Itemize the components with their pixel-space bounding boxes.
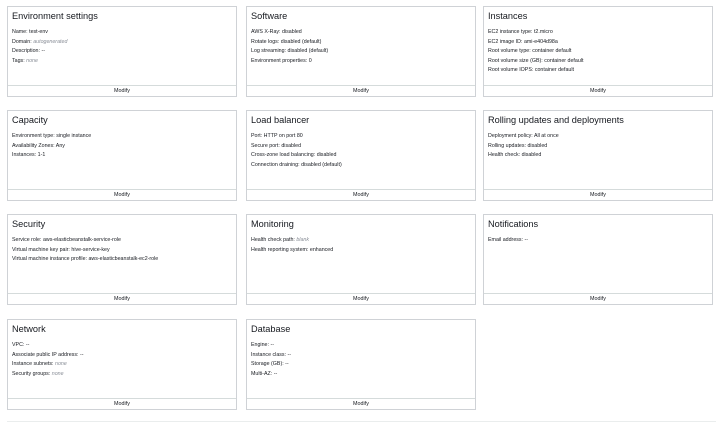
config-row bbox=[12, 351, 233, 361]
config-row bbox=[488, 151, 709, 161]
card-title: Security bbox=[12, 219, 46, 229]
page-divider bbox=[7, 421, 716, 422]
config-value: enhanced bbox=[309, 246, 334, 253]
config-row bbox=[12, 38, 233, 48]
card-notifications bbox=[483, 214, 713, 305]
config-row bbox=[12, 360, 233, 370]
config-row bbox=[488, 132, 709, 142]
config-label: Cross-zone load balancing: bbox=[251, 152, 316, 159]
config-value: container default bbox=[544, 57, 584, 64]
config-row bbox=[251, 142, 472, 152]
config-value: ami-e404d98a bbox=[523, 38, 558, 45]
config-label: Virtual machine key pair: bbox=[12, 246, 70, 253]
modify-button[interactable]: Modify bbox=[8, 189, 236, 200]
config-label: Associate public IP address: bbox=[12, 351, 79, 358]
config-value: -- bbox=[41, 48, 45, 55]
card-rolling-updates bbox=[483, 110, 713, 201]
config-label: Port: bbox=[251, 133, 263, 139]
card-network bbox=[7, 319, 237, 410]
card-title: Load balancer bbox=[251, 115, 310, 125]
card-body bbox=[488, 132, 709, 161]
config-value: disabled bbox=[281, 142, 302, 149]
config-row bbox=[251, 38, 472, 48]
modify-button[interactable]: Modify bbox=[484, 189, 712, 200]
card-body bbox=[488, 236, 709, 246]
config-label: Instances: bbox=[12, 152, 37, 159]
card-database bbox=[246, 319, 476, 410]
config-label: Domain: bbox=[12, 38, 32, 45]
config-row bbox=[488, 66, 709, 76]
config-row bbox=[12, 57, 233, 67]
config-row bbox=[12, 341, 233, 351]
config-row bbox=[12, 132, 233, 142]
config-label: EC2 image ID: bbox=[488, 38, 523, 45]
config-label: Instance class: bbox=[251, 351, 287, 358]
card-body bbox=[251, 28, 472, 66]
modify-button[interactable]: Modify bbox=[8, 85, 236, 96]
card-instances bbox=[483, 6, 713, 97]
card-title: Network bbox=[12, 324, 46, 334]
card-title: Database bbox=[251, 324, 291, 334]
config-label: EC2 instance type: bbox=[488, 29, 533, 35]
config-row bbox=[488, 57, 709, 67]
config-row bbox=[12, 151, 233, 161]
config-row bbox=[488, 236, 709, 246]
config-value: disabled (default) bbox=[301, 161, 342, 168]
card-monitoring bbox=[246, 214, 476, 305]
config-row bbox=[251, 351, 472, 361]
modify-button[interactable]: Modify bbox=[247, 293, 475, 304]
config-label: Security groups: bbox=[12, 370, 51, 377]
config-label: Storage (GB): bbox=[251, 361, 284, 368]
config-row bbox=[251, 28, 472, 38]
config-label: Root volume IOPS: bbox=[488, 67, 534, 74]
config-label: Root volume type: bbox=[488, 48, 531, 55]
config-label: Rolling updates: bbox=[488, 142, 526, 149]
config-label: Health check: bbox=[488, 152, 521, 159]
config-row bbox=[251, 161, 472, 171]
config-label: Availability Zones: bbox=[12, 142, 55, 149]
config-label: Secure port: bbox=[251, 142, 280, 149]
config-label: Environment properties: bbox=[251, 57, 308, 64]
config-label: Root volume size (GB): bbox=[488, 57, 543, 64]
config-row bbox=[12, 47, 233, 57]
config-label: Service role: bbox=[12, 237, 42, 243]
config-row bbox=[251, 360, 472, 370]
config-label: Description: bbox=[12, 48, 40, 55]
config-value: none bbox=[26, 57, 38, 64]
config-value: -- bbox=[285, 361, 289, 368]
config-value: disabled bbox=[521, 152, 542, 159]
card-title: Capacity bbox=[12, 115, 48, 125]
config-row bbox=[12, 142, 233, 152]
config-label: Name: bbox=[12, 29, 28, 35]
card-capacity bbox=[7, 110, 237, 201]
card-security bbox=[7, 214, 237, 305]
config-value: none bbox=[55, 361, 67, 368]
config-value: 0 bbox=[308, 57, 312, 64]
config-value: disabled bbox=[527, 142, 548, 149]
card-software bbox=[246, 6, 476, 97]
card-environment-settings bbox=[7, 6, 237, 97]
config-value: -- bbox=[287, 351, 292, 358]
config-label: Environment type: bbox=[12, 133, 55, 139]
config-value: disabled (default) bbox=[280, 38, 322, 45]
card-body bbox=[12, 28, 233, 66]
config-label: Engine: bbox=[251, 342, 269, 348]
modify-button[interactable]: Modify bbox=[484, 293, 712, 304]
config-row bbox=[12, 236, 233, 246]
config-value: autogenerated bbox=[33, 38, 68, 45]
config-value: -- bbox=[270, 342, 274, 348]
config-row bbox=[12, 370, 233, 380]
config-row bbox=[251, 151, 472, 161]
config-value: container default bbox=[534, 67, 574, 74]
modify-button[interactable]: Modify bbox=[247, 398, 475, 409]
config-row bbox=[12, 246, 233, 256]
config-row bbox=[251, 370, 472, 380]
config-row bbox=[488, 28, 709, 38]
config-value: single instance bbox=[56, 133, 92, 139]
config-label: AWS X-Ray: bbox=[251, 29, 281, 35]
config-row bbox=[251, 341, 472, 351]
config-value: hive-service-key bbox=[71, 246, 110, 253]
card-title: Software bbox=[251, 11, 288, 21]
config-row bbox=[12, 28, 233, 38]
card-body bbox=[12, 132, 233, 161]
config-row bbox=[251, 246, 472, 256]
card-load-balancer bbox=[246, 110, 476, 201]
config-value: All at once bbox=[533, 133, 559, 139]
config-value: aws-elasticbeanstalk-service-role bbox=[42, 237, 121, 243]
config-label: Multi-AZ: bbox=[251, 370, 273, 377]
config-value: aws-elasticbeanstalk-ec2-role bbox=[88, 256, 159, 263]
card-title: Instances bbox=[488, 11, 528, 21]
config-label: Connection draining: bbox=[251, 161, 300, 168]
config-row bbox=[12, 255, 233, 265]
card-body bbox=[251, 236, 472, 255]
config-row bbox=[251, 132, 472, 142]
card-title: Rolling updates and deployments bbox=[488, 115, 624, 125]
config-label: Virtual machine instance profile: bbox=[12, 256, 87, 263]
config-value: disabled bbox=[316, 152, 337, 159]
config-value: t2.micro bbox=[533, 29, 553, 35]
modify-button[interactable]: Modify bbox=[247, 85, 475, 96]
config-value: HTTP on port 80 bbox=[263, 133, 303, 139]
card-title: Monitoring bbox=[251, 219, 294, 229]
config-label: Rotate logs: bbox=[251, 38, 280, 45]
card-body bbox=[251, 132, 472, 170]
modify-button[interactable]: Modify bbox=[247, 189, 475, 200]
config-value: -- bbox=[79, 351, 84, 358]
config-value: -- bbox=[25, 342, 30, 348]
config-value: test-env bbox=[29, 29, 48, 35]
config-row bbox=[488, 38, 709, 48]
config-label: Health reporting system: bbox=[251, 246, 309, 253]
config-value: -- bbox=[524, 237, 529, 243]
config-label: Log streaming: bbox=[251, 48, 287, 55]
config-value: blank bbox=[296, 237, 310, 243]
config-value: container default bbox=[532, 48, 572, 55]
config-value: disabled bbox=[282, 29, 302, 35]
config-value: Any bbox=[55, 142, 65, 149]
card-body bbox=[12, 341, 233, 379]
card-body bbox=[12, 236, 233, 265]
config-label: VPC: bbox=[12, 342, 25, 348]
config-label: Instance subnets: bbox=[12, 361, 54, 368]
config-row bbox=[251, 47, 472, 57]
modify-button[interactable]: Modify bbox=[484, 85, 712, 96]
card-title: Notifications bbox=[488, 219, 539, 229]
card-title: Environment settings bbox=[12, 11, 98, 21]
card-body bbox=[488, 28, 709, 76]
config-value: -- bbox=[273, 370, 278, 377]
config-row bbox=[488, 142, 709, 152]
config-row bbox=[488, 47, 709, 57]
card-body bbox=[251, 341, 472, 379]
config-value: none bbox=[51, 370, 64, 377]
config-row bbox=[251, 57, 472, 67]
config-label: Health check path: bbox=[251, 237, 295, 243]
config-label: Email address: bbox=[488, 237, 524, 243]
config-row bbox=[251, 236, 472, 246]
config-label: Deployment policy: bbox=[488, 133, 533, 139]
config-value: 1-1 bbox=[37, 152, 46, 159]
modify-button[interactable]: Modify bbox=[8, 398, 236, 409]
config-value: disabled (default) bbox=[287, 48, 329, 55]
config-label: Tags: bbox=[12, 57, 25, 64]
modify-button[interactable]: Modify bbox=[8, 293, 236, 304]
